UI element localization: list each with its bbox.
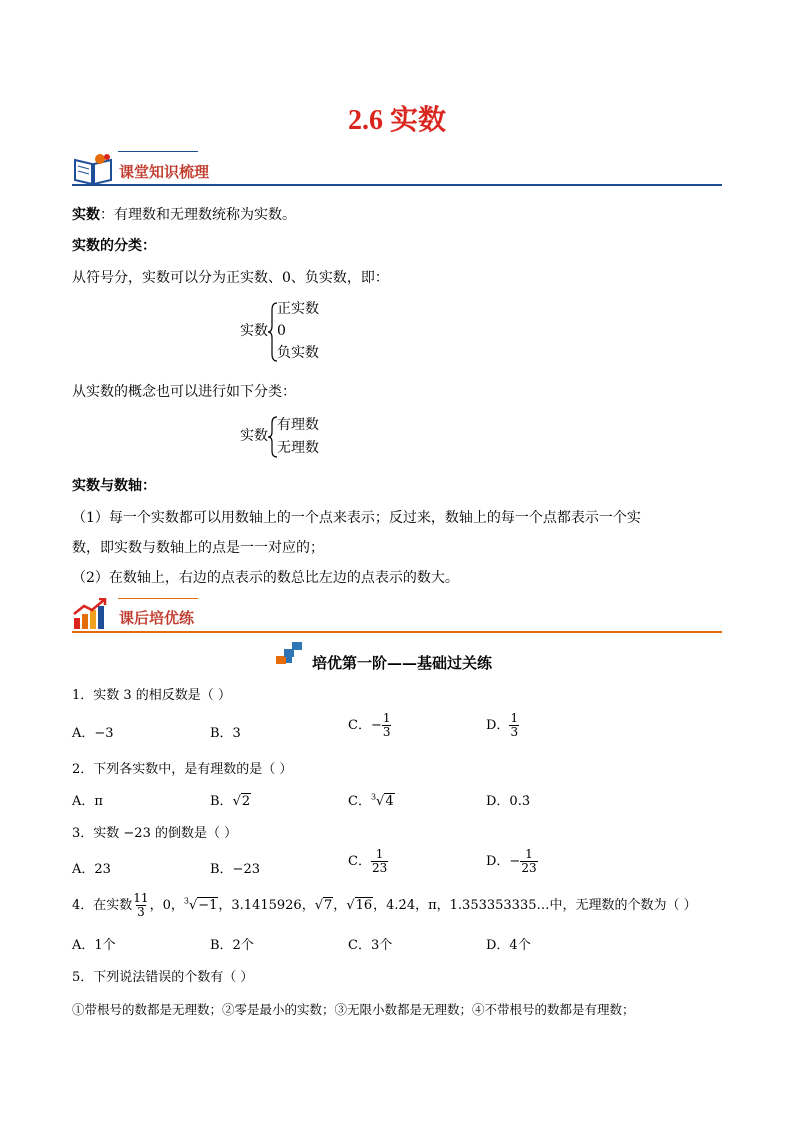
- question-2-option-c: [348, 790, 395, 809]
- sqrt-icon: √: [346, 898, 355, 913]
- fraction-numerator: 1: [375, 847, 384, 861]
- question-1-option-c: [348, 712, 391, 739]
- brace1-item: 0: [277, 323, 286, 339]
- number-line-point-2: （2）在数轴上，右边的点表示的数总比左边的点表示的数大。: [72, 570, 459, 586]
- question-4-option-d: D．4个: [486, 938, 531, 953]
- radicand: −1: [198, 898, 218, 913]
- question-4-option-c: C．3个: [348, 938, 393, 953]
- question-5-stem: 5．下列说法错误的个数有（ ）: [72, 970, 254, 985]
- radicand: 4: [385, 794, 394, 809]
- question-3-option-a: A．23: [72, 862, 111, 877]
- definition-line: [72, 205, 296, 225]
- fraction-numerator: 1: [382, 711, 391, 725]
- stairs-icon: [274, 640, 306, 666]
- brace2-item: 无理数: [277, 440, 319, 456]
- definition-term: 实数: [72, 207, 100, 223]
- fraction-denominator: 3: [510, 725, 519, 739]
- section-top-rule: [118, 151, 198, 152]
- page-title: 2.6 实数: [347, 105, 446, 136]
- section-rule: [72, 631, 722, 633]
- fraction-denominator: 23: [521, 861, 537, 875]
- option-prefix: D．: [486, 718, 510, 733]
- question-4-text: ，: [333, 898, 347, 913]
- question-3-option-d: [486, 848, 538, 875]
- number-line-heading: 实数与数轴：: [72, 478, 156, 494]
- option-prefix: C．−: [348, 718, 382, 733]
- number-line-point-1a: （1）每一个实数都可以用数轴上的一个点来表示；反过来，数轴上的每一个点都表示一个实: [72, 510, 641, 526]
- question-5-statements: ①带根号的数都是无理数；②零是最小的实数；③无限小数都是无理数；④不带根号的数都是有理数；: [72, 1002, 635, 1017]
- sqrt-icon: √: [376, 794, 385, 809]
- root-index: 3: [370, 792, 377, 802]
- by-sign-intro: 从符号分，实数可以分为正实数、0、负实数，即：: [72, 270, 389, 286]
- question-1-option-d: [486, 712, 519, 739]
- brace1-item: 正实数: [277, 301, 319, 317]
- question-1-stem: 1．实数 3 的相反数是（ ）: [72, 688, 231, 703]
- question-4-text: ，4.2̇4̇，π，1.353353335…中，无理数的个数为（ ）: [373, 898, 697, 913]
- option-prefix: D．−: [486, 854, 521, 869]
- fraction: [520, 848, 537, 875]
- question-3-stem: 3．实数 −23 的倒数是（ ）: [72, 826, 238, 841]
- classification-heading: 实数的分类：: [72, 238, 156, 254]
- definition-text: ：有理数和无理数统称为实数。: [100, 207, 296, 223]
- question-1-option-a: A．−3: [72, 726, 114, 741]
- radicand: 16: [355, 898, 373, 913]
- question-4-text: ，3.1415926，: [218, 898, 315, 913]
- book-icon: [72, 152, 114, 186]
- level-heading-text: 培优第一阶——基础过关练: [312, 654, 493, 672]
- radicand: 2: [241, 794, 251, 809]
- fraction-numerator: 11: [133, 891, 149, 905]
- question-4-prefix: 4．在实数: [72, 898, 133, 913]
- fraction-denominator: 23: [371, 861, 388, 875]
- brace1-item: 负实数: [277, 345, 319, 361]
- sqrt-icon: √: [314, 898, 324, 913]
- question-4-option-b: B．2个: [210, 938, 254, 953]
- question-2-stem: 2．下列各实数中，是有理数的是（ ）: [72, 762, 293, 777]
- question-1-option-b: B．3: [210, 726, 241, 741]
- fraction: [371, 848, 388, 875]
- brace1-root: 实数: [240, 323, 268, 339]
- brace2-item: 有理数: [277, 417, 319, 433]
- radicand: 7: [324, 898, 333, 913]
- section-top-rule: [118, 598, 198, 599]
- chart-icon: [72, 598, 108, 630]
- fraction-denominator: 3: [137, 905, 145, 919]
- section-knowledge-heading: 课堂知识梳理: [119, 163, 210, 181]
- question-2-option-d: D．0.3̇: [486, 794, 531, 809]
- number-line-point-1b: 数，即实数与数轴上的点是一一对应的；: [72, 540, 324, 556]
- root-index: 3: [183, 896, 189, 906]
- fraction-numerator: 1: [510, 711, 519, 725]
- fraction-denominator: 3: [382, 725, 391, 739]
- brace2-root: 实数: [240, 428, 268, 444]
- question-3-option-b: B．−23: [210, 862, 260, 877]
- question-4-stem: [72, 892, 697, 919]
- option-prefix: C．: [348, 854, 371, 869]
- fraction-numerator: 1: [525, 847, 533, 861]
- fraction: [132, 892, 149, 919]
- question-4-option-a: A．1个: [72, 938, 116, 953]
- section-practice-heading: 课后培优练: [119, 609, 195, 627]
- question-2-option-a: A．π: [72, 794, 103, 809]
- sqrt-icon: √: [232, 794, 241, 809]
- question-4-text: ，0，: [149, 898, 184, 913]
- by-concept-intro: 从实数的概念也可以进行如下分类：: [72, 384, 296, 400]
- option-prefix: C．: [348, 794, 371, 809]
- question-3-option-c: [348, 848, 388, 875]
- fraction: [509, 712, 519, 739]
- section-rule: [72, 184, 722, 186]
- fraction: [382, 712, 392, 739]
- sqrt-icon: √: [188, 898, 198, 913]
- option-prefix: B．: [210, 794, 233, 809]
- level-heading: [312, 652, 492, 673]
- question-2-option-b: [210, 790, 251, 809]
